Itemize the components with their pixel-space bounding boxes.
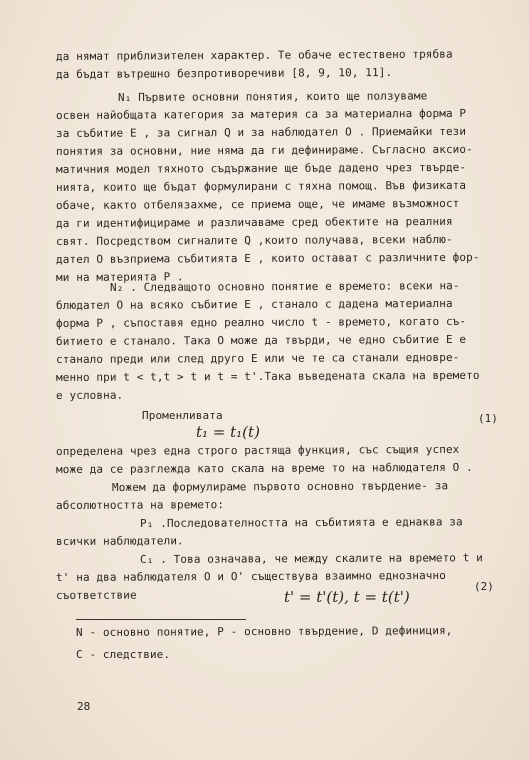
text-line: t' на два наблюдателя O и O' съществува взаимно еднозначно — [56, 568, 446, 584]
text-line: C₁ . Това означава, че между скалите на времето t и — [140, 551, 483, 566]
equation-1-number: (1) — [478, 412, 498, 425]
footnote-divider — [76, 619, 246, 620]
equation-2-number: (2) — [474, 580, 494, 593]
text-line: блюдател O на всяко събитие E , станало с дадена материална — [56, 296, 453, 312]
page-number: 28 — [77, 700, 91, 713]
text-line: дател O възприема събитията E , които остават с различните фор- — [56, 250, 480, 266]
equation-2: t' = t'(t), t = t(t') — [284, 588, 410, 606]
text-line: свят. Посредством сигналите Q ,които получава, всеки наблю- — [56, 232, 453, 248]
text-line: Можем да формулираме първото основно твърдение- за — [112, 479, 449, 494]
text-line: всички наблюдатели. — [56, 534, 184, 548]
text-line: ми на материята P . — [56, 270, 184, 284]
text-line: да нямат приблизителен характер. Те обаче естествено трябва — [56, 47, 453, 63]
text-line: матичния модел тяхното съдържание ще бъде дадено чрез твърде- — [56, 160, 467, 176]
text-line: е условна. — [56, 388, 124, 402]
text-line: форма P , съпоставя едно реално число t - времето, когато съ- — [56, 314, 467, 330]
equation-1: t₁ = t₁(t) — [196, 423, 260, 441]
text-line: абсолютността на времето: — [56, 498, 225, 512]
text-line: да бъдат вътрешно безпротиворечиви [8, 9, 10, 11]. — [56, 65, 393, 81]
footnote-line: N - основно понятие, P - основно твърдение, D дефиниция, — [76, 624, 453, 639]
text-line: съответствие — [56, 588, 137, 602]
text-line: определена чрез една строго растяща функция, със същия успех — [56, 442, 460, 458]
text-line: за събитие E , за сигнал Q и за наблюдател O . Приемайки тези — [56, 124, 467, 140]
text-line: понятия за основни, ние няма да ги дефинираме. Съгласно аксио- — [56, 142, 473, 158]
text-line: битието е станало. Така O може да твърди, че едно събитие E е — [56, 332, 467, 348]
footnote-line: C - следствие. — [76, 648, 171, 661]
text-line: обаче, както отбелязахме, се приема още, че имаме възможност — [56, 196, 460, 212]
text-line: станало преди или след друго E или че те са станали едновре- — [56, 350, 460, 366]
text-line: менно при t < t,t > t и t = t'.Така въведената скала на времето — [56, 368, 480, 384]
text-line: N₁ Първите основни понятия, които ще ползуваме — [118, 89, 428, 104]
text-line: N₂ . Следващото основно понятие е времето: всеки на- — [110, 279, 460, 294]
text-line: нията, които ще бъдат формулирани с тяхна помощ. Във физиката — [56, 178, 467, 194]
text-line: да ги идентифицираме и различаваме сред обектите на реалния — [56, 214, 453, 230]
text-line: може да се разглежда като скала на време то на наблюдателя O . — [56, 460, 473, 476]
text-line: Променливата — [142, 409, 223, 422]
text-line: P₁ .Последователността на събитията е еднаква за — [140, 515, 463, 530]
text-line: освен найобщата категория за материя са за материална форма P — [56, 106, 467, 122]
